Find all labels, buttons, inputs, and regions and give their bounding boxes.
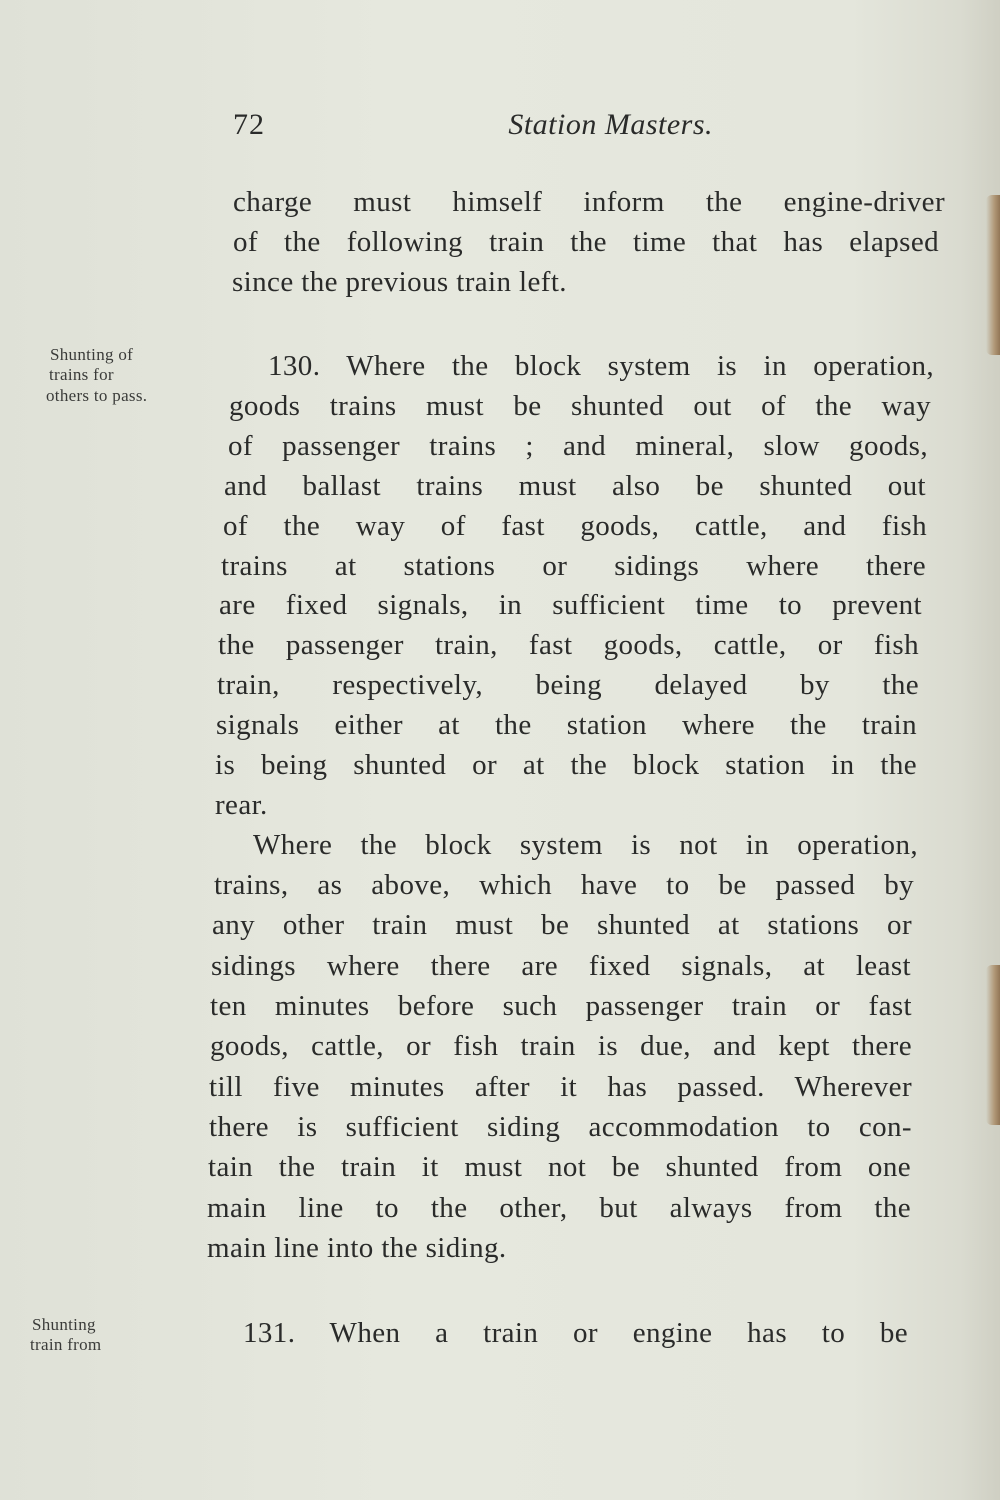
text-line: tain the train it must not be shunted from one (208, 1151, 911, 1183)
text-line: is being shunted or at the block station in the (215, 749, 917, 781)
page-edge-stain (986, 965, 1000, 1125)
text-line: and ballast trains must also be shunted out (224, 470, 926, 502)
margin-note-line: Shunting of (50, 345, 134, 364)
text-line: 131. When a train or engine has to be (243, 1317, 908, 1349)
text-line: till five minutes after it has passed. Wherever (209, 1071, 912, 1103)
text-line: goods, cattle, or fish train is due, and kept there (210, 1030, 912, 1062)
text-line: are fixed signals, in sufficient time to prevent (219, 589, 922, 621)
text-line: Where the block system is not in operation, (253, 829, 918, 861)
running-title: Station Masters. (508, 108, 713, 141)
text-line: there is sufficient siding accommodation to con- (209, 1111, 912, 1143)
margin-note-line: train from (30, 1335, 102, 1354)
running-header (233, 108, 713, 148)
text-line: of passenger trains ; and mineral, slow goods, (228, 430, 928, 462)
text-line: goods trains must be shunted out of the way (229, 390, 931, 422)
text-line: the passenger train, fast goods, cattle, or fish (218, 629, 919, 661)
text-line: rear. (215, 789, 268, 821)
margin-note-line: trains for (49, 365, 114, 384)
page-number: 72 (233, 108, 265, 141)
text-line: main line into the siding. (207, 1232, 507, 1264)
text-line: since the previous train left. (232, 266, 567, 298)
text-line: ten minutes before such passenger train or fast (210, 990, 912, 1022)
text-line: sidings where there are fixed signals, at least (211, 950, 911, 982)
page-edge-stain (986, 195, 1000, 355)
text-line: main line to the other, but always from the (207, 1192, 911, 1224)
text-line: train, respectively, being delayed by the (217, 669, 919, 701)
text-line: trains, as above, which have to be passed by (214, 869, 914, 901)
text-line: any other train must be shunted at stations or (212, 909, 912, 941)
text-line: trains at stations or sidings where there (221, 550, 926, 582)
text-line: of the way of fast goods, cattle, and fish (223, 510, 927, 542)
margin-note-line: others to pass. (46, 386, 148, 405)
margin-note-line: Shunting (32, 1315, 96, 1334)
text-line: 130. Where the block system is in operation, (268, 350, 934, 382)
text-line: of the following train the time that has elapsed (233, 226, 939, 258)
text-line: signals either at the station where the train (216, 709, 917, 741)
text-line: charge must himself inform the engine-driver (233, 186, 945, 218)
